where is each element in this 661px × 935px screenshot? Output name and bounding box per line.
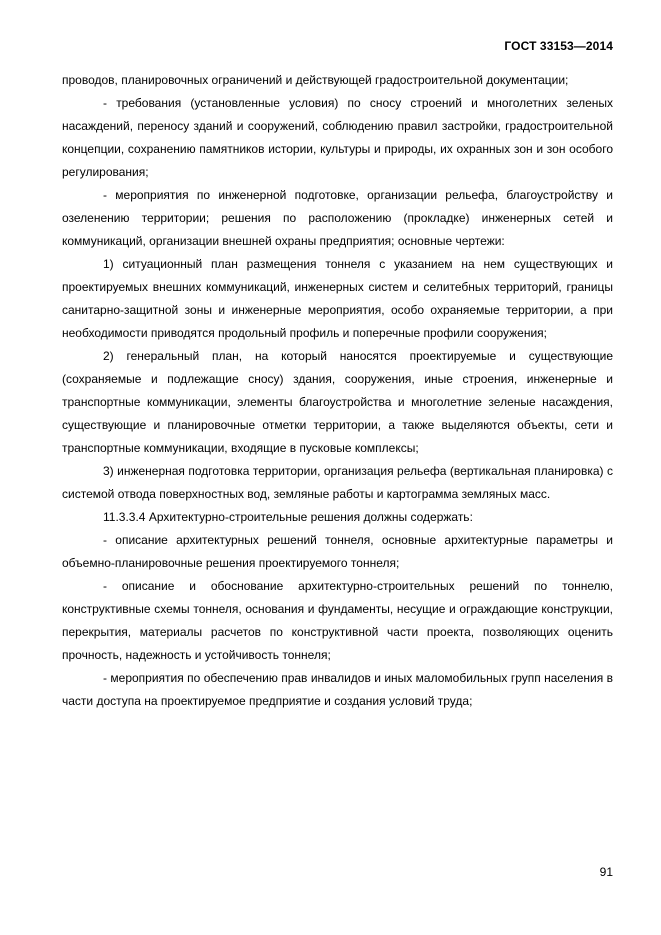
paragraph-general-plan: 2) генеральный план, на который наносятся проектируемые и существующие (сохраняемые и подлежащие сносу) здания, сооружения, иные строения, инженерные и транспортные коммуникации, элементы благоустройства и многолетние зеленые насаждения, существующие и планировочные отметки территории, а также выделяются объекты, сети и транспортные коммуникации, входящие в пусковые комплексы; <box>62 349 613 455</box>
paragraph-accessibility-measures: - мероприятия по обеспечению прав инвалидов и иных маломобильных групп населения в части доступа на проектируемое предприятие и создания условий труда; <box>62 671 613 708</box>
paragraph-engineering-preparation: - мероприятия по инженерной подготовке, организации рельефа, благоустройству и озеленению территории; решения по расположению (прокладке) инженерных сетей и коммуникаций, организации внешней охраны предприятия; основные чертежи: <box>62 188 613 248</box>
paragraph-situation-plan: 1) ситуационный план размещения тоннеля с указанием на нем существующих и проектируемых внешних коммуникаций, инженерных систем и селитебных территорий, границы санитарно-защитной зоны и инженерные мероприятия, особо охраняемые территории, а при необходимости приводятся продольный профиль и поперечные профили сооружения; <box>62 257 613 340</box>
paragraph-architectural-description: - описание архитектурных решений тоннеля, основные архитектурные параметры и объемно-планировочные решения проектируемого тоннеля; <box>62 533 613 570</box>
paragraph-continuation: проводов, планировочных ограничений и действующей градостроительной документации; <box>62 73 569 87</box>
body-text <box>62 69 613 713</box>
standard-code-header: ГОСТ 33153—2014 <box>504 39 613 53</box>
paragraph-site-preparation: 3) инженерная подготовка территории, организация рельефа (вертикальная планировка) с системой отвода поверхностных вод, земляные работы и картограмма земляных масс. <box>62 464 613 501</box>
paragraph-demolition-requirements: - требования (установленные условия) по сносу строений и многолетних зеленых насаждений, переносу зданий и сооружений, соблюдению правил застройки, градостроительной концепции, сохранению памятников истории, культуры и природы, их охранных зон и зон особого регулирования; <box>62 96 613 179</box>
section-heading-11-3-3-4: 11.3.3.4 Архитектурно-строительные решения должны содержать: <box>103 510 473 524</box>
paragraph-structural-justification: - описание и обоснование архитектурно-строительных решений по тоннелю, конструктивные схемы тоннеля, основания и фундаменты, несущие и ограждающие конструкции, перекрытия, материалы расчетов по конструктивной части проекта, позволяющих оценить прочность, надежность и устойчивость тоннеля; <box>62 579 613 662</box>
page-number: 91 <box>599 865 613 879</box>
